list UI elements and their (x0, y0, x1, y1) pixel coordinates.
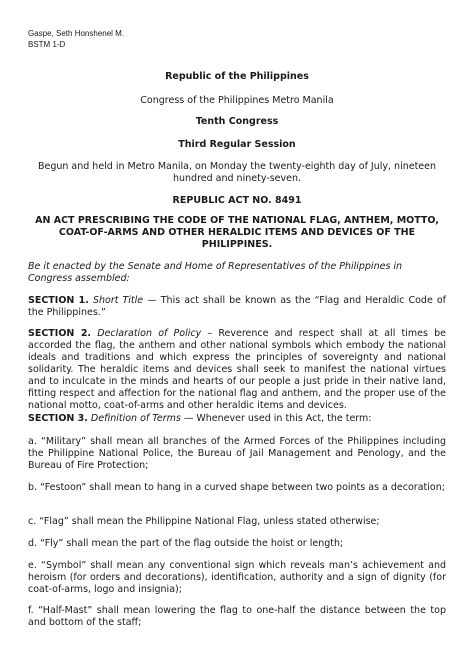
section-3-label: SECTION 3. (28, 413, 88, 424)
enacting-clause: Be it enacted by the Senate and Home of Representatives of the Philippines in Congress assembled: (28, 261, 403, 284)
begun-statement: Begun and held in Metro Manila, on Monday the twenty-eighth day of July, nineteen hundred and ninety-seven. (37, 161, 437, 184)
congress-number: Tenth Congress (195, 116, 279, 127)
section-1-title: Short Title (92, 295, 144, 306)
republic-heading: Republic of the Philippines (165, 71, 309, 82)
definition-a: a. “Military” shall mean all branches of the Armed Forces of the Philippines including the Philippine National Police, the Bureau of Jail Management and Penology, and the Bureau of Fire Protection; (28, 436, 446, 471)
section-1 (28, 295, 446, 319)
section-2-text: – Reverence and respect shall at all times be accorded the flag, the anthem and other national symbols which embody the national ideals and traditions and which express the principles of sovereignty and national solidarity. The heraldic items and devices shall seek to manifest the national virtues and to inculcate in the minds and hearts of our people a just pride in their native land, fitting respect and affection for the national flag and anthem, and the proper use of the national motto, coat-of-arms and other heraldic items and devices. (28, 328, 446, 411)
author-name: Gaspe, Seth Honshenel M. (28, 29, 125, 38)
section-1-text: — This act shall be known as the “Flag and Heraldic Code of the Philippines.” (28, 295, 447, 318)
definition-f: f. “Half-Mast” shall mean lowering the flag to one-half the distance between the top and bottom of the staff; (28, 605, 446, 628)
session-line: Third Regular Session (178, 139, 296, 150)
section-2-title: Declaration of Policy (97, 328, 202, 339)
author-course: BSTM 1-D (28, 40, 66, 49)
section-3-title: Definition of Terms (90, 413, 181, 424)
definition-d: d. “Fly” shall mean the part of the flag outside the hoist or length; (28, 538, 344, 549)
section-3-text: — Whenever used in this Act, the term: (180, 413, 372, 424)
definition-b: b. “Festoon” shall mean to hang in a curved shape between two points as a decoration; (28, 482, 445, 493)
congress-line: Congress of the Philippines Metro Manila (140, 95, 334, 106)
section-3 (28, 413, 446, 425)
section-2 (28, 328, 446, 412)
act-title: AN ACT PRESCRIBING THE CODE OF THE NATIONAL FLAG, ANTHEM, MOTTO, COAT-OF-ARMS AND OTHER HERALDIC ITEMS AND DEVICES OF THE PHILIPPINES. (35, 215, 439, 250)
author-block (28, 28, 124, 50)
act-number: REPUBLIC ACT NO. 8491 (172, 195, 302, 206)
section-1-label: SECTION 1. (28, 295, 89, 306)
definition-e: e. “Symbol” shall mean any conventional sign which reveals man’s achievement and heroism (for orders and decorations), identification, authority and a sign of dignity (for coat-of-arms, logo and insignia); (28, 560, 446, 595)
definition-c: c. “Flag” shall mean the Philippine National Flag, unless stated otherwise; (28, 516, 380, 527)
section-2-label: SECTION 2. (28, 328, 92, 339)
